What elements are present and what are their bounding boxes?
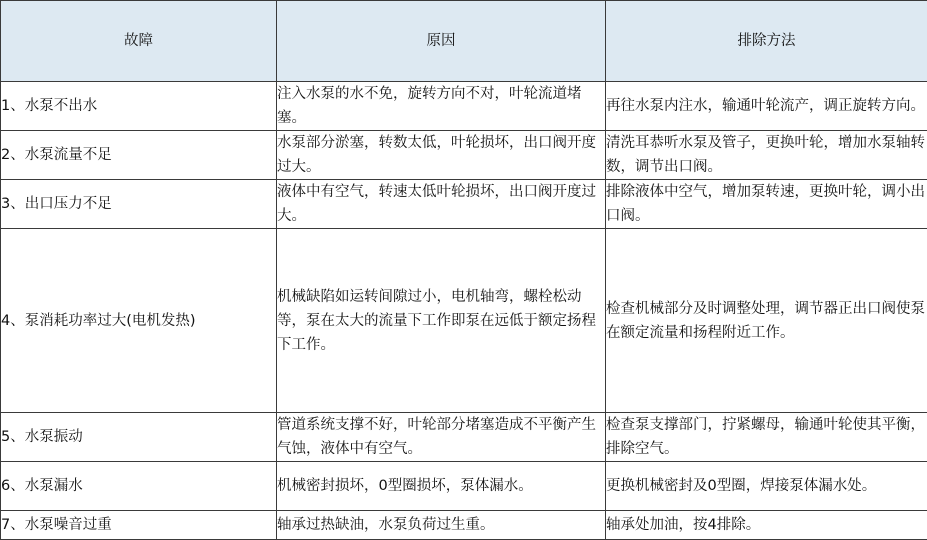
header-fault: 故障 bbox=[1, 1, 277, 82]
cause-cell: 机械缺陷如运转间隙过小，电机轴弯，螺栓松动等，泵在太大的流量下工作即泵在远低于额定扬程下工作。 bbox=[277, 229, 606, 413]
table-row bbox=[1, 82, 927, 131]
cause-cell: 注入水泵的水不免，旋转方向不对，叶轮流道堵塞。 bbox=[277, 82, 606, 131]
table-row bbox=[1, 462, 927, 511]
remedy-cell: 轴承处加油，按4排除。 bbox=[606, 511, 927, 540]
remedy-cell: 更换机械密封及0型圈，焊接泵体漏水处。 bbox=[606, 462, 927, 511]
table-row bbox=[1, 180, 927, 229]
table-header bbox=[1, 1, 927, 82]
fault-cell: 3、出口压力不足 bbox=[1, 180, 277, 229]
fault-cell: 4、泵消耗功率过大(电机发热) bbox=[1, 229, 277, 413]
remedy-cell: 检查机械部分及时调整处理，调节器正出口阀使泵在额定流量和扬程附近工作。 bbox=[606, 229, 927, 413]
fault-cell: 7、水泵噪音过重 bbox=[1, 511, 277, 540]
remedy-cell: 检查泵支撑部门，拧紧螺母，输通叶轮使其平衡，排除空气。 bbox=[606, 413, 927, 462]
fault-cell: 5、水泵振动 bbox=[1, 413, 277, 462]
cause-cell: 水泵部分淤塞，转数太低，叶轮损坏，出口阀开度过大。 bbox=[277, 131, 606, 180]
cause-cell: 管道系统支撑不好，叶轮部分堵塞造成不平衡产生气蚀，液体中有空气。 bbox=[277, 413, 606, 462]
fault-cell: 1、水泵不出水 bbox=[1, 82, 277, 131]
header-remedy: 排除方法 bbox=[606, 1, 927, 82]
header-row bbox=[1, 1, 927, 82]
cause-cell: 机械密封损坏，0型圈损坏，泵体漏水。 bbox=[277, 462, 606, 511]
remedy-cell: 清洗耳恭听水泵及管子，更换叶轮，增加水泵轴转数，调节出口阀。 bbox=[606, 131, 927, 180]
table-row bbox=[1, 511, 927, 540]
header-cause: 原因 bbox=[277, 1, 606, 82]
table-row bbox=[1, 229, 927, 413]
table-row bbox=[1, 413, 927, 462]
table-row bbox=[1, 131, 927, 180]
table-body bbox=[1, 82, 927, 540]
fault-cell: 6、水泵漏水 bbox=[1, 462, 277, 511]
cause-cell: 液体中有空气，转速太低叶轮损坏，出口阀开度过大。 bbox=[277, 180, 606, 229]
fault-cell: 2、水泵流量不足 bbox=[1, 131, 277, 180]
remedy-cell: 排除液体中空气，增加泵转速，更换叶轮，调小出口阀。 bbox=[606, 180, 927, 229]
remedy-cell: 再往水泵内注水，输通叶轮流产，调正旋转方向。 bbox=[606, 82, 927, 131]
cause-cell: 轴承过热缺油，水泵负荷过生重。 bbox=[277, 511, 606, 540]
